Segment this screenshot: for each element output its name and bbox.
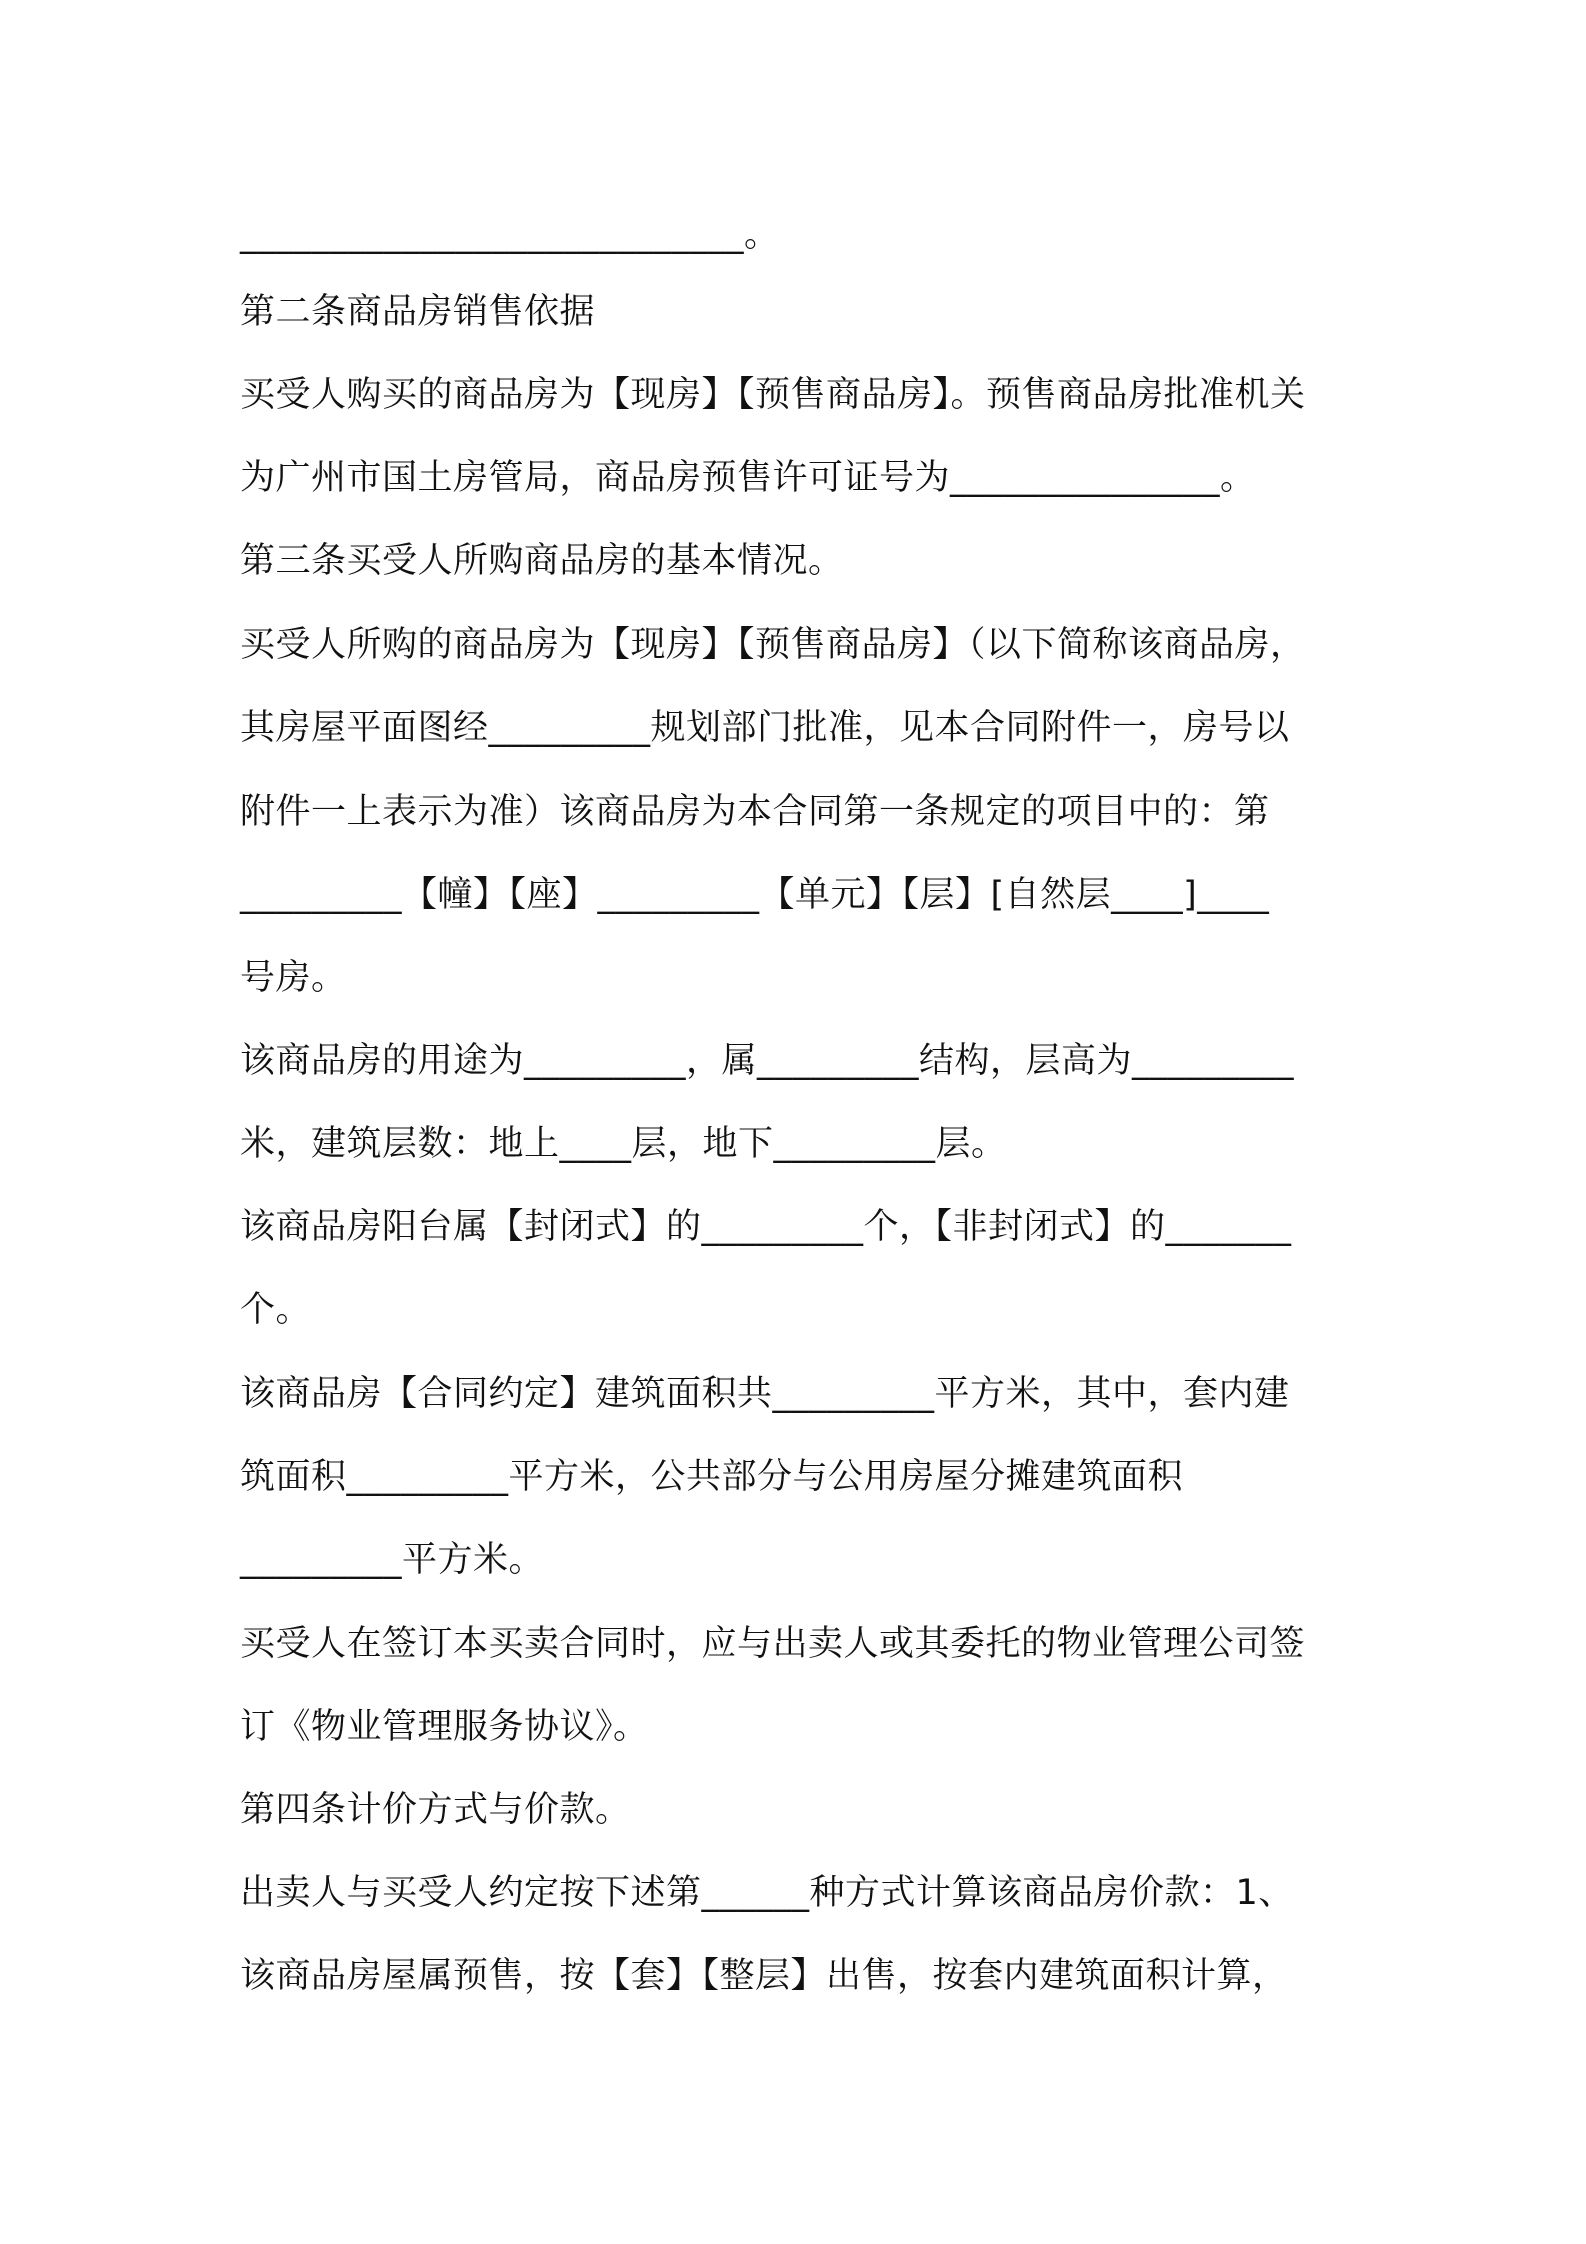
text-line: 该商品房屋属预售，按【套】【整层】出售，按套内建筑面积计算， [240,1956,1288,1996]
text-line: 附件一上表示为准）该商品房为本合同第一条规定的项目中的：第 [240,792,1270,832]
text-line: _________【幢】【座】_________【单元】【层】[自然层____]____ [240,875,1270,915]
text-line: 买受人在签订本买卖合同时，应与出卖人或其委托的物业管理公司签 [240,1624,1306,1664]
text-line: 其房屋平面图经_________规划部门批准，见本合同附件一，房号以 [240,708,1290,748]
text-line: ____________________________。 [240,215,780,255]
section-heading: 第四条计价方式与价款。 [240,1790,631,1830]
text-line: 为广州市国土房管局，商品房预售许可证号为_______________。 [240,458,1256,498]
section-heading: 第三条买受人所购商品房的基本情况。 [240,541,844,581]
text-line: 号房。 [240,958,347,998]
text-line: 米，建筑层数：地上____层，地下_________层。 [240,1124,1007,1164]
text-line: 筑面积_________平方米，公共部分与公用房屋分摊建筑面积 [240,1457,1184,1497]
text-line: 买受人购买的商品房为【现房】【预售商品房】。预售商品房批准机关 [240,375,1306,415]
text-line: 出卖人与买受人约定按下述第______种方式计算该商品房价款：1、 [240,1873,1294,1913]
text-line: 该商品房阳台属【封闭式】的_________个，【非封闭式】的_______ [240,1207,1292,1247]
section-heading: 第二条商品房销售依据 [240,292,596,332]
text-line: 该商品房的用途为_________，属_________结构，层高为_________ [240,1041,1295,1081]
text-line: 买受人所购的商品房为【现房】【预售商品房】（以下简称该商品房， [240,625,1306,665]
text-line: 订《物业管理服务协议》。 [240,1707,649,1747]
text-line: 个。 [240,1290,312,1330]
text-line: 该商品房【合同约定】建筑面积共_________平方米，其中，套内建 [240,1374,1290,1414]
text-line: _________平方米。 [240,1540,545,1580]
